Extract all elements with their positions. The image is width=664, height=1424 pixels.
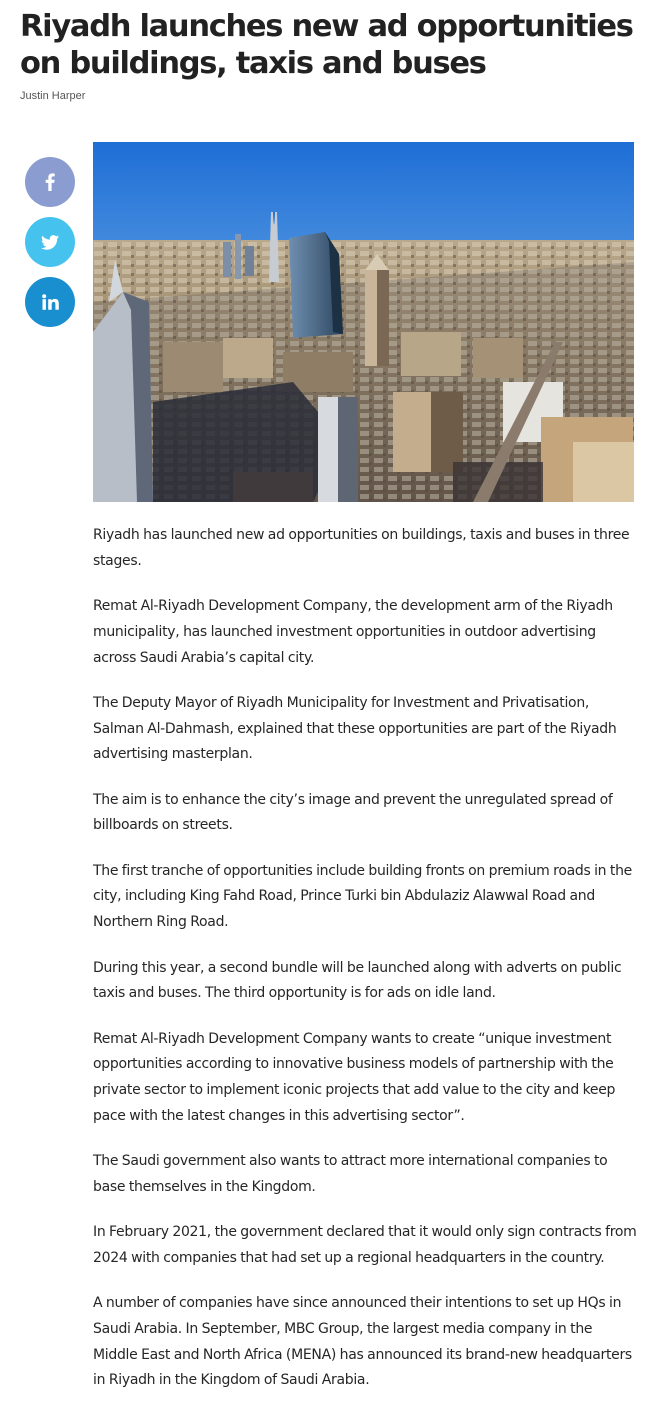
share-facebook-button[interactable] bbox=[25, 157, 75, 207]
paragraph: The aim is to enhance the city’s image and prevent the unregulated spread of billboards on streets. bbox=[93, 791, 613, 834]
paragraph: The Saudi government also wants to attract more international companies to base themselves in the Kingdom. bbox=[93, 1153, 608, 1195]
paragraph: In February 2021, the government declared that it would only sign contracts from 2024 with companies that had set up a regional headquarters in the country. bbox=[93, 1224, 637, 1266]
share-bar bbox=[25, 157, 75, 337]
paragraph: Remat Al-Riyadh Development Company, the development arm of the Riyadh municipality, has launched investment opportunities in outdoor advertising across Saudi Arabia’s capital city. bbox=[93, 598, 613, 666]
paragraph: A number of companies have since announced their intentions to set up HQs in Saudi Arabia. In September, MBC Group, the largest media company in the Middle East and North Africa (MENA) has announced its brand-new headquarters in Riyadh in the Kingdom of Saudi Arabia. bbox=[93, 1295, 632, 1389]
paragraph: The first tranche of opportunities include building fronts on premium roads in the city, including King Fahd Road, Prince Turki bin Abdulaziz Alawwal Road and Northern Ring Road. bbox=[93, 862, 632, 931]
paragraph: Remat Al-Riyadh Development Company wants to create “unique investment opportunities according to innovative business models of partnership with the private sector to implement iconic projects that add value to the city and keep pace with the latest changes in this advertising sector”. bbox=[93, 1030, 616, 1124]
share-linkedin-button[interactable] bbox=[25, 277, 75, 327]
article-title: Riyadh launches new ad opportunities on buildings, taxis and buses bbox=[20, 9, 633, 81]
city-skyline-photo bbox=[93, 142, 634, 502]
paragraph: The Deputy Mayor of Riyadh Municipality for Investment and Privatisation, Salman Al-Dahmash, explained that these opportunities are part of the Riyadh advertising masterplan. bbox=[93, 694, 617, 763]
paragraph: Riyadh has launched new ad opportunities on buildings, taxis and buses in three stages. bbox=[93, 527, 630, 569]
hero-image bbox=[93, 142, 634, 502]
share-twitter-button[interactable] bbox=[25, 217, 75, 267]
article-body bbox=[93, 523, 638, 1414]
twitter-icon bbox=[41, 235, 59, 250]
paragraph: During this year, a second bundle will be launched along with adverts on public taxis and buses. The third opportunity is for ads on idle land. bbox=[93, 959, 622, 1002]
author-name[interactable]: Justin Harper bbox=[20, 90, 86, 102]
linkedin-icon bbox=[42, 294, 59, 310]
facebook-icon bbox=[44, 173, 56, 191]
